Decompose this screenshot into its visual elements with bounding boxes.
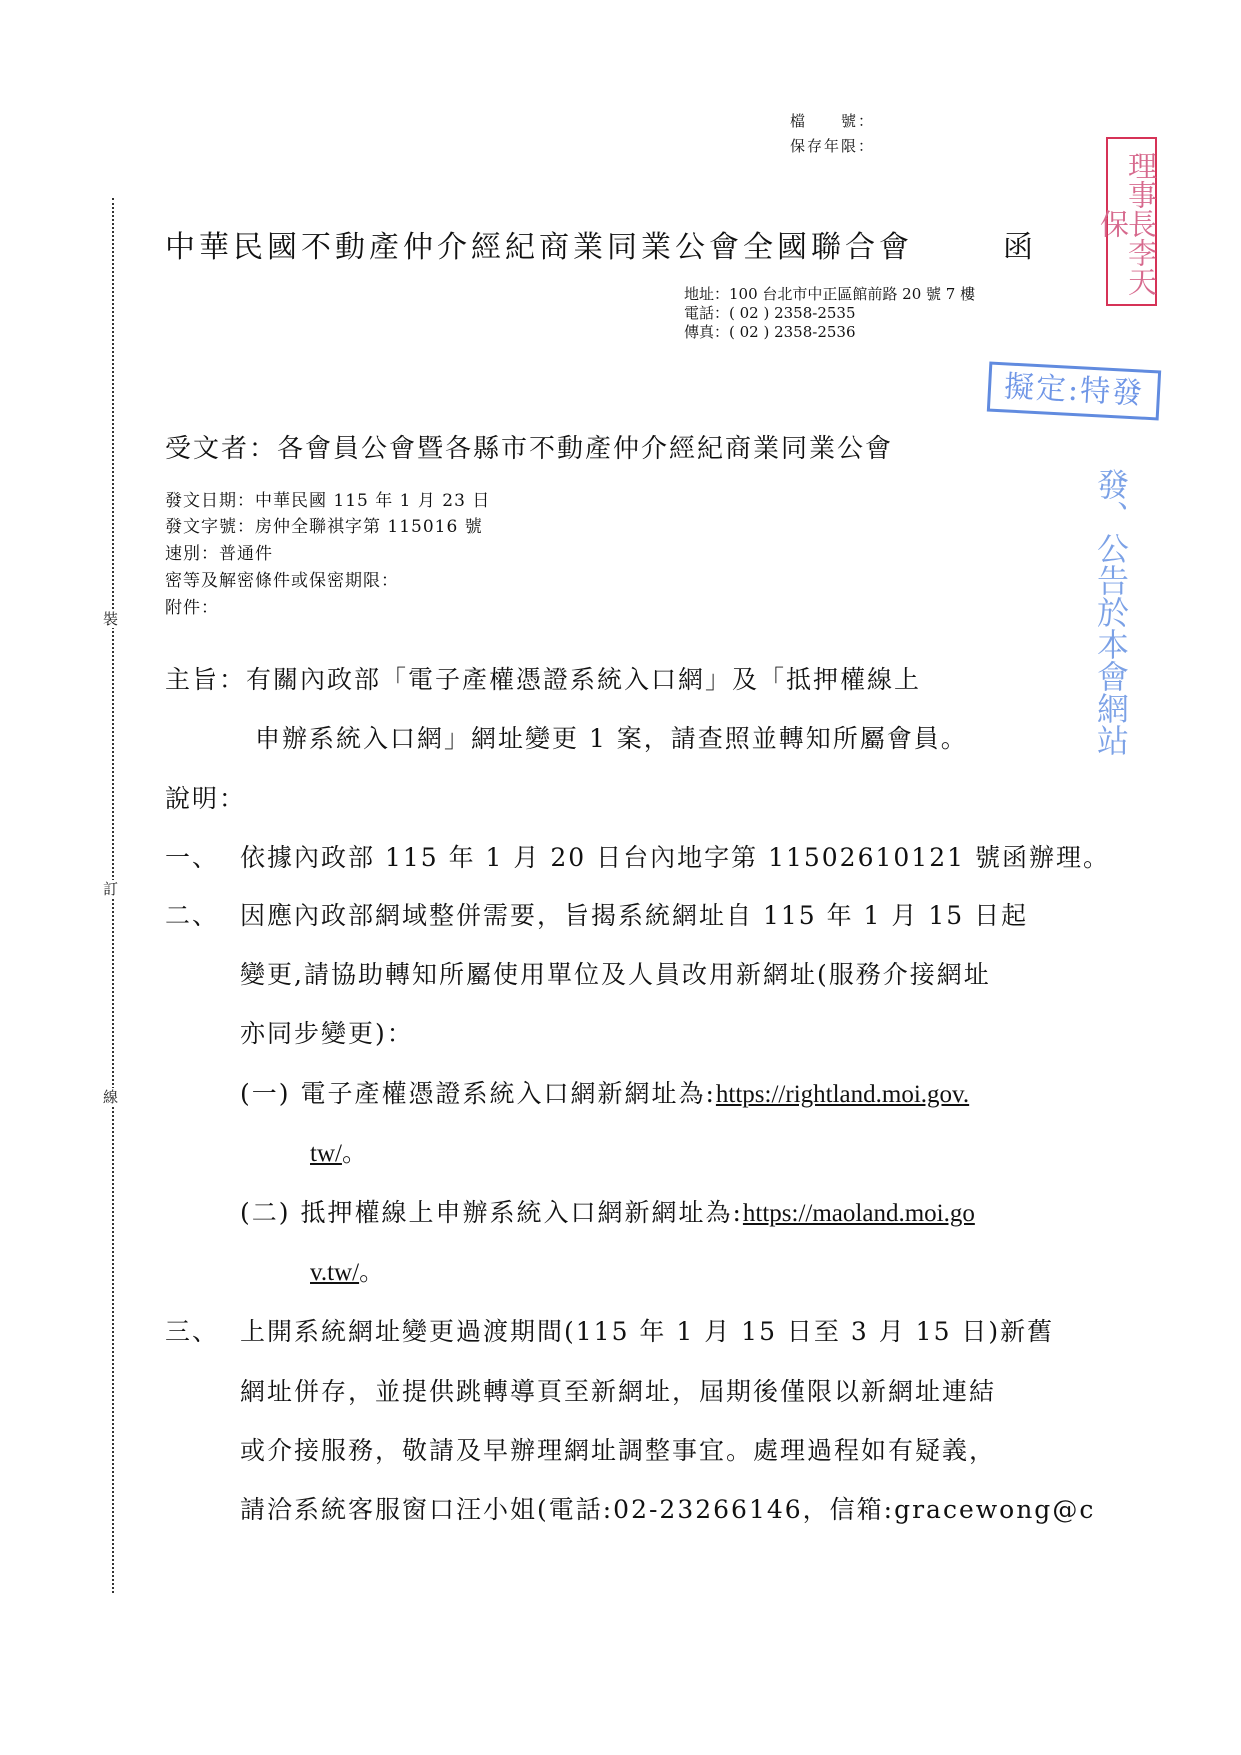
item-3-line-3: 或介接服務，敬請及早辦理網址調整事宜。處理過程如有疑義，: [240, 1436, 997, 1465]
org-address: 地址：100 台北市中正區館前路 20 號 7 樓: [684, 285, 976, 303]
maoland-url-link[interactable]: https://maoland.moi.go: [742, 1200, 975, 1227]
subject-line-1: 主旨：有關內政部「電子產權憑證系統入口網」及「抵押權線上: [165, 665, 922, 694]
retention-period-label: 保存年限：: [790, 137, 876, 155]
item-2-sub-2: [240, 1193, 975, 1229]
item-2-sub-2-cont: [310, 1252, 386, 1288]
attachments: 附件：: [165, 598, 219, 618]
sub-2-text: 抵押權線上申辦系統入口網新網址為:: [300, 1198, 743, 1227]
explanation-heading: 說明：: [165, 784, 247, 813]
item-3-line-1: 上開系統網址變更過渡期間(115 年 1 月 15 日至 3 月 15 日)新舊: [240, 1317, 1055, 1346]
rightland-url-link[interactable]: https://rightland.moi.gov.: [715, 1081, 970, 1108]
organization-name: 中華民國不動產仲介經紀商業同業公會全國聯合會: [165, 230, 913, 265]
binding-mark-xian: 線: [103, 1088, 119, 1106]
item-2-sub-1: [240, 1074, 969, 1110]
sub-1-number: (一): [240, 1079, 291, 1108]
website-announcement-stamp: 發、公告於本會網站: [1092, 468, 1130, 756]
subject-line-2: 申辦系統入口網」網址變更 1 案，請查照並轉知所屬會員。: [255, 724, 968, 753]
sub-2-end: 。: [359, 1257, 387, 1286]
binding-mark-zhuang: 裝: [103, 610, 119, 628]
sub-1-text: 電子產權憑證系統入口網新網址為:: [300, 1079, 716, 1108]
item-2-line-2: 變更,請協助轉知所屬使用單位及人員改用新網址(服務介接網址: [240, 960, 991, 989]
sub-2-number: (二): [240, 1198, 291, 1227]
item-2-sub-1-cont: [310, 1133, 369, 1169]
org-fax: 傳真：( 02 ) 2358-2536: [684, 323, 856, 341]
item-1-text: 依據內政部 115 年 1 月 20 日台內地字第 11502610121 號函辦理。: [240, 843, 1110, 872]
file-number-label: 檔 號：: [790, 112, 876, 130]
item-1-number: 一、: [165, 843, 220, 872]
draft-issue-stamp: 擬定:特發: [987, 362, 1161, 421]
org-phone: 電話：( 02 ) 2358-2535: [684, 304, 856, 322]
item-3-number: 三、: [165, 1317, 220, 1346]
secrecy-level: 密等及解密條件或保密期限：: [165, 571, 399, 591]
delivery-speed: 速別：普通件: [165, 544, 273, 564]
item-3-line-2: 網址併存，並提供跳轉導頁至新網址，屆期後僅限以新網址連結: [240, 1377, 997, 1406]
document-type: 函: [1003, 230, 1037, 265]
reference-number: 發文字號：房仲全聯祺字第 115016 號: [165, 517, 483, 537]
maoland-url-link-cont[interactable]: v.tw/: [310, 1259, 360, 1286]
chairman-seal-stamp: 理事長李天保: [1106, 137, 1157, 306]
item-2-number: 二、: [165, 901, 220, 930]
item-3-line-4: 請洽系統客服窗口汪小姐(電話:02-23266146，信箱:gracewong@c: [240, 1495, 1096, 1524]
item-2-line-1: 因應內政部網域整併需要，旨揭系統網址自 115 年 1 月 15 日起: [240, 901, 1029, 930]
sub-1-end: 。: [341, 1138, 369, 1167]
binding-mark-ding: 訂: [103, 880, 119, 898]
item-2-line-3: 亦同步變更)：: [240, 1019, 414, 1048]
issue-date: 發文日期：中華民國 115 年 1 月 23 日: [165, 491, 491, 511]
recipient: 受文者：各會員公會暨各縣市不動產仲介經紀商業同業公會: [165, 434, 894, 464]
rightland-url-link-cont[interactable]: tw/: [310, 1140, 342, 1167]
